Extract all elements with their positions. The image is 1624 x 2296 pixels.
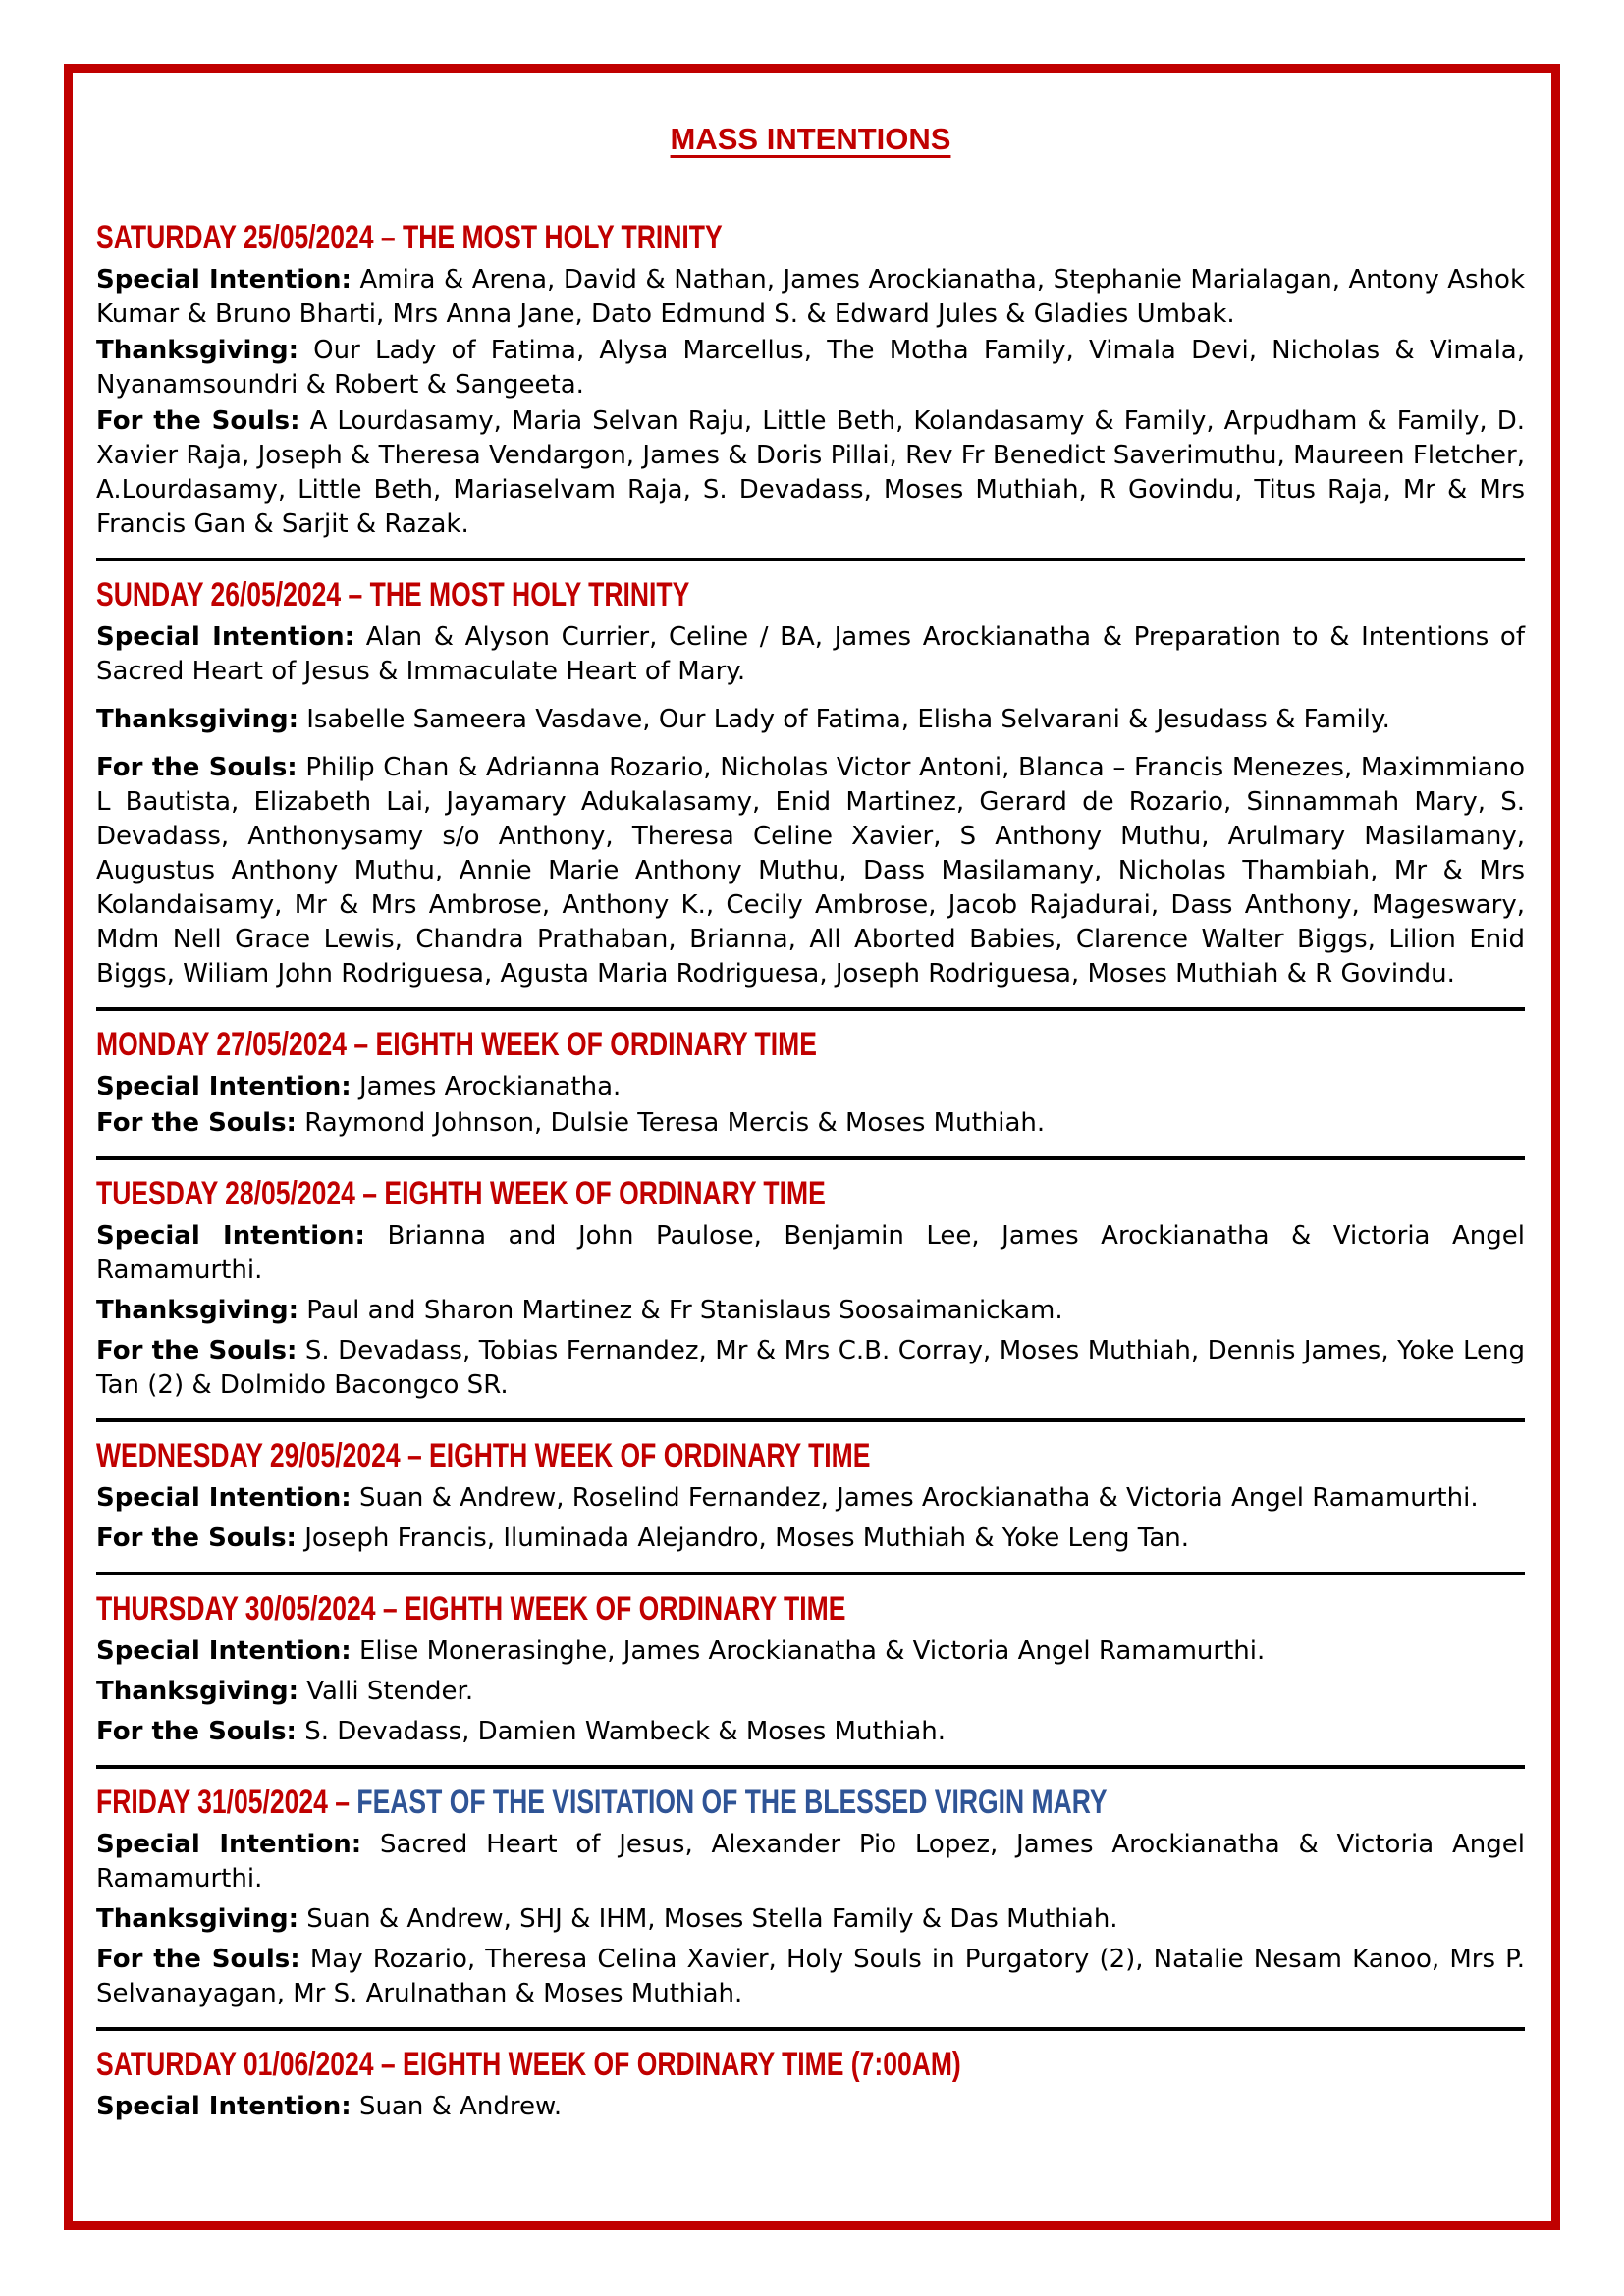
paragraph-label: Special Intention: bbox=[96, 1830, 362, 1859]
paragraph-label: For the Souls: bbox=[96, 1945, 300, 1974]
paragraph-label: Thanksgiving: bbox=[96, 705, 298, 734]
section-heading-date: SUNDAY 26/05/2024 – THE MOST HOLY TRINITY bbox=[96, 576, 690, 614]
paragraph-label: Special Intention: bbox=[96, 2092, 352, 2121]
page-border bbox=[64, 64, 1560, 2230]
section-divider bbox=[96, 1156, 1525, 1160]
paragraph-label: For the Souls: bbox=[96, 753, 298, 782]
paragraph-text: Joseph Francis, Iluminada Alejandro, Moses Muthiah & Yoke Leng Tan. bbox=[304, 1523, 1190, 1553]
paragraph-text: A Lourdasamy, Maria Selvan Raju, Little Beth, Kolandasamy & Family, Arpudham & Family, D. Xavier Raja, Joseph & Theresa Vendargon, James & Doris Pillai, Rev Fr Benedict Saverimuthu, Maureen Fletcher, A.Lourdasamy, Little Beth, Mariaselvam Raja, S. Devadass, Moses Muthiah, R Govindu, Titus Raja, Mr & Mrs Francis Gan & Sarjit & Razak. bbox=[96, 406, 1525, 539]
section-divider bbox=[96, 558, 1525, 561]
paragraph-text: Philip Chan & Adrianna Rozario, Nicholas Victor Antoni, Blanca – Francis Menezes, Maximmiano L Bautista, Elizabeth Lai, Jayamary Adukalasamy, Enid Martinez, Gerard de Rozario, Sinnammah Mary, S. Devadass, Anthonysamy s/o Anthony, Theresa Celine Xavier, S Anthony Muthu, Arulmary Masilamany, Augustus Anthony Muthu, Annie Marie Anthony Muthu, Dass Masilamany, Nicholas Thambiah, Mr & Mrs Kolandaisamy, Mr & Mrs Ambrose, Anthony K., Cecily Ambrose, Jacob Rajadurai, Dass Anthony, Mageswary, Mdm Nell Grace Lewis, Chandra Prathaban, Brianna, All Aborted Babies, Clarence Walter Biggs, Lilion Enid Biggs, Wiliam John Rodriguesa, Agusta Maria Rodriguesa, Joseph Rodriguesa, Moses Muthiah & R Govindu. bbox=[96, 753, 1526, 988]
paragraph-text: Suan & Andrew, SHJ & IHM, Moses Stella Family & Das Muthiah. bbox=[306, 1904, 1118, 1934]
paragraph-text: May Rozario, Theresa Celina Xavier, Holy Souls in Purgatory (2), Natalie Nesam Kanoo, Mrs P. Selvanayagan, Mr S. Arulnathan & Moses Muthiah. bbox=[96, 1945, 1526, 2008]
paragraph-label: For the Souls: bbox=[96, 1336, 298, 1365]
intention-paragraph bbox=[96, 1106, 1525, 1141]
intention-paragraph bbox=[96, 1828, 1525, 1896]
intention-paragraph bbox=[96, 404, 1525, 542]
intention-paragraph bbox=[96, 703, 1525, 737]
paragraph-label: For the Souls: bbox=[96, 1717, 297, 1746]
intention-paragraph bbox=[96, 1219, 1525, 1288]
paragraph-label: Special Intention: bbox=[96, 1636, 352, 1666]
paragraph-text: Amira & Arena, David & Nathan, James Arockianatha, Stephanie Marialagan, Antony Ashok Kumar & Bruno Bharti, Mrs Anna Jane, Dato Edmund S. & Edward Jules & Gladies Umbak. bbox=[96, 265, 1526, 329]
paragraph-text: Raymond Johnson, Dulsie Teresa Mercis & Moses Muthiah. bbox=[304, 1108, 1046, 1138]
mass-intention-section bbox=[96, 1589, 1525, 1749]
paragraph-label: Special Intention: bbox=[96, 622, 355, 652]
paragraph-text: Paul and Sharon Martinez & Fr Stanislaus Soosaimanickam. bbox=[306, 1296, 1063, 1325]
intention-paragraph bbox=[96, 620, 1525, 689]
section-heading bbox=[96, 1174, 1211, 1213]
intention-paragraph bbox=[96, 751, 1525, 991]
intention-paragraph bbox=[96, 1943, 1525, 2011]
paragraph-label: Thanksgiving: bbox=[96, 336, 298, 365]
mass-intention-section bbox=[96, 575, 1525, 991]
paragraph-text: Valli Stender. bbox=[306, 1677, 474, 1706]
mass-intention-section bbox=[96, 1436, 1525, 1556]
mass-intention-section bbox=[96, 1025, 1525, 1141]
section-divider bbox=[96, 1007, 1525, 1011]
paragraph-text: Elise Monerasinghe, James Arockianatha & Victoria Angel Ramamurthi. bbox=[358, 1636, 1266, 1666]
section-heading-date: SATURDAY 01/06/2024 – EIGHTH WEEK OF ORDINARY TIME (7:00AM) bbox=[96, 2046, 961, 2083]
paragraph-label: Special Intention: bbox=[96, 1072, 352, 1101]
section-divider bbox=[96, 1765, 1525, 1769]
paragraph-text: Isabelle Sameera Vasdave, Our Lady of Fatima, Elisha Selvarani & Jesudass & Family. bbox=[306, 705, 1390, 734]
section-heading-date: THURSDAY 30/05/2024 – EIGHTH WEEK OF ORDINARY TIME bbox=[96, 1590, 846, 1628]
paragraph-label: Special Intention: bbox=[96, 1483, 352, 1513]
intention-paragraph bbox=[96, 1675, 1525, 1709]
paragraph-label: Thanksgiving: bbox=[96, 1904, 298, 1934]
section-heading bbox=[96, 218, 1211, 257]
mass-intention-section bbox=[96, 218, 1525, 542]
intention-paragraph bbox=[96, 1902, 1525, 1937]
intention-paragraph bbox=[96, 1522, 1525, 1556]
intention-paragraph bbox=[96, 1715, 1525, 1749]
paragraph-text: Suan & Andrew, Roselind Fernandez, James Arockianatha & Victoria Angel Ramamurthi. bbox=[358, 1483, 1479, 1513]
paragraph-text: Sacred Heart of Jesus, Alexander Pio Lopez, James Arockianatha & Victoria Angel Ramamurthi. bbox=[96, 1830, 1526, 1894]
paragraph-label: For the Souls: bbox=[96, 1108, 297, 1138]
page-title: MASS INTENTIONS bbox=[670, 122, 951, 156]
section-heading-date: SATURDAY 25/05/2024 – THE MOST HOLY TRINITY bbox=[96, 219, 723, 256]
paragraph-text: Suan & Andrew. bbox=[358, 2092, 563, 2121]
section-divider bbox=[96, 1572, 1525, 1575]
paragraph-label: For the Souls: bbox=[96, 1523, 297, 1553]
section-heading bbox=[96, 1589, 1211, 1629]
paragraph-text: Alan & Alyson Currier, Celine / BA, James Arockianatha & Preparation to & Intentions of Sacred Heart of Jesus & Immaculate Heart of Mary. bbox=[96, 622, 1525, 686]
intention-paragraph bbox=[96, 263, 1525, 332]
paragraph-text: Brianna and John Paulose, Benjamin Lee, James Arockianatha & Victoria Angel Ramamurthi. bbox=[96, 1221, 1525, 1285]
section-heading bbox=[96, 2045, 1211, 2084]
section-divider bbox=[96, 2027, 1525, 2031]
section-heading bbox=[96, 575, 1211, 614]
paragraph-label: Special Intention: bbox=[96, 1221, 365, 1251]
mass-intention-section bbox=[96, 1174, 1525, 1403]
paragraph-label: Thanksgiving: bbox=[96, 1296, 298, 1325]
paragraph-label: Thanksgiving: bbox=[96, 1677, 298, 1706]
paragraph-text: Our Lady of Fatima, Alysa Marcellus, The Motha Family, Vimala Devi, Nicholas & Vimala, Nyanamsoundri & Robert & Sangeeta. bbox=[96, 336, 1525, 400]
section-heading-date: FRIDAY 31/05/2024 – bbox=[96, 1784, 351, 1821]
mass-intention-section bbox=[96, 2045, 1525, 2124]
paragraph-text: James Arockianatha. bbox=[358, 1072, 622, 1101]
section-heading-date: WEDNESDAY 29/05/2024 – EIGHTH WEEK OF ORDINARY TIME bbox=[96, 1437, 871, 1474]
section-heading bbox=[96, 1025, 1211, 1064]
paragraph-text: S. Devadass, Tobias Fernandez, Mr & Mrs C.B. Corray, Moses Muthiah, Dennis James, Yoke Leng Tan (2) & Dolmido Bacongco SR. bbox=[96, 1336, 1526, 1400]
intention-paragraph bbox=[96, 334, 1525, 402]
section-heading-date: MONDAY 27/05/2024 – EIGHTH WEEK OF ORDINARY TIME bbox=[96, 1026, 817, 1063]
paragraph-text: S. Devadass, Damien Wambeck & Moses Muthiah. bbox=[304, 1717, 947, 1746]
paragraph-label: For the Souls: bbox=[96, 406, 300, 436]
section-heading-date: TUESDAY 28/05/2024 – EIGHTH WEEK OF ORDINARY TIME bbox=[96, 1175, 826, 1212]
intention-paragraph bbox=[96, 2090, 1525, 2124]
section-heading bbox=[96, 1783, 1211, 1822]
intention-paragraph bbox=[96, 1070, 1525, 1104]
intention-paragraph bbox=[96, 1481, 1525, 1516]
section-divider bbox=[96, 1418, 1525, 1422]
mass-intention-section bbox=[96, 1783, 1525, 2011]
paragraph-label: Special Intention: bbox=[96, 265, 352, 294]
intention-paragraph bbox=[96, 1634, 1525, 1669]
section-heading-feast: FEAST OF THE VISITATION OF THE BLESSED VIRGIN MARY bbox=[356, 1784, 1108, 1821]
intention-paragraph bbox=[96, 1334, 1525, 1403]
section-heading bbox=[96, 1436, 1211, 1475]
intention-paragraph bbox=[96, 1294, 1525, 1328]
